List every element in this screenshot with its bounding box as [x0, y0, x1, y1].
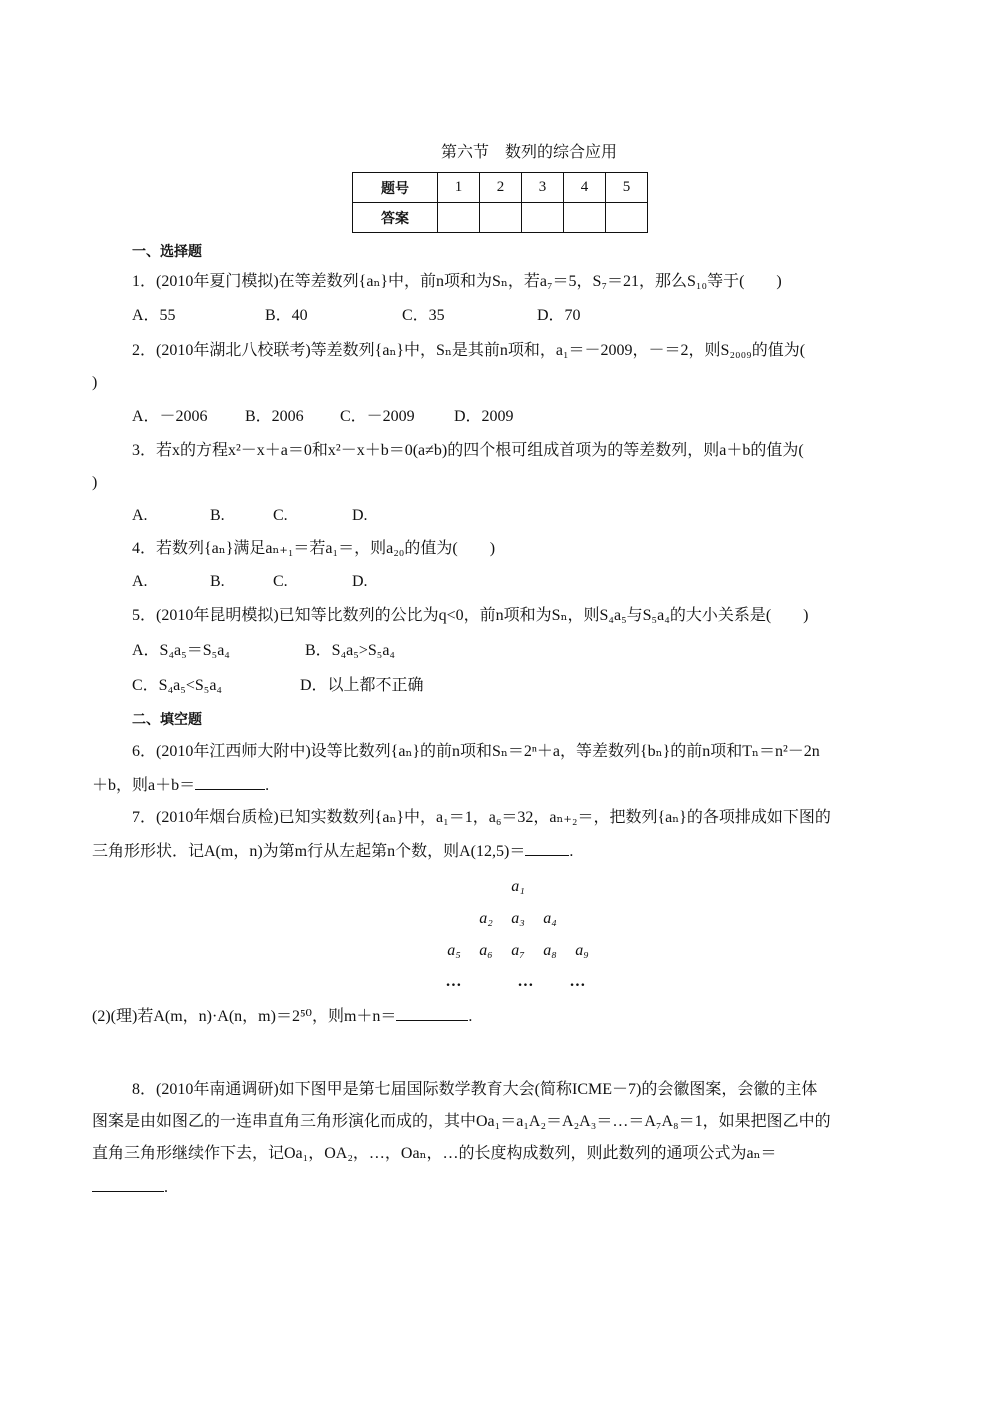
q5-option-b: B．S₄a₅>S₅a₄ [305, 642, 396, 659]
triangle-term: a₄ [543, 910, 557, 927]
triangle-term: a₅ [447, 942, 461, 959]
question-4-text: 4．若数列{aₙ}满足aₙ₊₁＝若a₁＝，则a₂₀的值为( ) [132, 540, 496, 557]
q4-option-d: D. [352, 573, 368, 590]
question-5-text: 5．(2010年昆明模拟)已知等比数列的公比为q<0，前n项和为Sₙ，则S₄a₅与S₅a₄的大小关系是( ) [132, 607, 809, 624]
q2-option-d: D．2009 [454, 408, 514, 425]
question-6-continuation [92, 775, 269, 796]
question-2-continuation: ) [92, 374, 98, 391]
section-heading-fill: 二、填空题 [132, 712, 202, 728]
answer-blank[interactable] [525, 841, 569, 856]
table-row [353, 173, 648, 203]
answer-blank[interactable] [396, 1006, 468, 1021]
table-row [353, 203, 648, 233]
q5-option-d: D．以上都不正确 [300, 677, 424, 694]
period: . [265, 777, 270, 794]
table-cell-number: 1 [438, 173, 480, 203]
question-7-text: 7．(2010年烟台质检)已知实数数列{aₙ}中，a₁＝1，a₆＝32，aₙ₊₂＝，把数列{aₙ}的各项排成如下图的 [132, 809, 831, 826]
answer-cell[interactable] [480, 203, 522, 233]
q5-option-c: C．S₄a₅<S₅a₄ [132, 677, 223, 694]
q3-option-d: D. [352, 507, 368, 524]
table-header-question-number: 题号 [353, 173, 438, 203]
question-7-continuation [92, 841, 573, 862]
page-title: 第六节 数列的综合应用 [440, 144, 617, 161]
answer-blank[interactable] [195, 775, 265, 790]
question-3-continuation: ) [92, 474, 98, 491]
period: . [569, 843, 574, 860]
triangle-term: a₁ [511, 878, 525, 895]
q3-option-a: A. [132, 507, 148, 524]
table-cell-number: 4 [564, 173, 606, 203]
q3-option-b: B. [210, 507, 225, 524]
question-7-part-2 [92, 1006, 472, 1027]
q3-option-c: C. [273, 507, 288, 524]
table-cell-number: 3 [522, 173, 564, 203]
answer-table [352, 172, 648, 233]
triangle-ellipsis: … [446, 973, 462, 990]
answer-cell[interactable] [438, 203, 480, 233]
question-8-line-2: 图案是由如图乙的一连串直角三角形演化而成的，其中Oa₁＝a₁A₂＝A₂A₃＝…＝A₇A₈＝1，如果把图乙中的 [92, 1113, 831, 1130]
triangle-term: a₇ [511, 942, 525, 959]
question-3-text: 3．若x的方程x²－x＋a＝0和x²－x＋b＝0(a≠b)的四个根可组成首项为的等差数列，则a＋b的值为( [132, 442, 804, 459]
period: . [164, 1179, 168, 1196]
answer-blank[interactable] [92, 1177, 164, 1192]
question-6-continuation-text: ＋b，则a＋b＝ [92, 777, 196, 794]
q1-option-d: D．70 [537, 307, 581, 324]
q2-option-a: A．－2006 [132, 408, 208, 425]
question-2-text: 2．(2010年湖北八校联考)等差数列{aₙ}中，Sₙ是其前n项和，a₁＝－2009，－＝2，则S₂₀₀₉的值为( [132, 342, 806, 359]
q4-option-c: C. [273, 573, 288, 590]
q2-option-c: C．－2009 [340, 408, 415, 425]
q5-option-a: A．S₄a₅＝S₅a₄ [132, 642, 230, 659]
table-cell-number: 5 [606, 173, 648, 203]
triangle-term: a₆ [479, 942, 493, 959]
triangle-term: a₂ [479, 910, 493, 927]
question-6-text: 6．(2010年江西师大附中)设等比数列{aₙ}的前n项和Sₙ＝2ⁿ＋a，等差数列{bₙ}的前n项和Tₙ＝n²－2n [132, 743, 820, 760]
triangle-term: a₉ [575, 942, 589, 959]
q4-option-a: A. [132, 573, 148, 590]
question-7-continuation-text: 三角形形状．记A(m，n)为第m行从左起第n个数，则A(12,5)＝ [92, 843, 526, 860]
answer-cell[interactable] [522, 203, 564, 233]
triangle-ellipsis: … [570, 973, 586, 990]
table-cell-number: 2 [480, 173, 522, 203]
triangle-term: a₃ [511, 910, 525, 927]
question-8-line-4 [92, 1177, 168, 1198]
question-7-part-2-text: (2)(理)若A(m，n)·A(n，m)＝2⁵⁰，则m＋n＝ [92, 1008, 397, 1025]
table-header-answer: 答案 [353, 203, 438, 233]
answer-cell[interactable] [606, 203, 648, 233]
question-8-line-3: 直角三角形继续作下去，记Oa₁，OA₂，…，Oaₙ，…的长度构成数列，则此数列的通项公式为aₙ＝ [92, 1145, 777, 1162]
period: . [468, 1008, 473, 1025]
q1-option-b: B．40 [265, 307, 308, 324]
question-8-text: 8．(2010年南通调研)如下图甲是第七届国际数学教育大会(简称ICME－7)的会徽图案，会徽的主体 [132, 1081, 818, 1098]
answer-cell[interactable] [564, 203, 606, 233]
question-1-text: 1．(2010年夏门模拟)在等差数列{aₙ}中，前n项和为Sₙ，若a₇＝5，S₇＝21，那么S₁₀等于( ) [132, 273, 782, 290]
triangle-ellipsis: … [518, 973, 534, 990]
q1-option-c: C．35 [402, 307, 445, 324]
q2-option-b: B．2006 [245, 408, 304, 425]
triangle-term: a₈ [543, 942, 557, 959]
section-heading-choice: 一、选择题 [132, 244, 202, 260]
q1-option-a: A．55 [132, 307, 176, 324]
q4-option-b: B. [210, 573, 225, 590]
